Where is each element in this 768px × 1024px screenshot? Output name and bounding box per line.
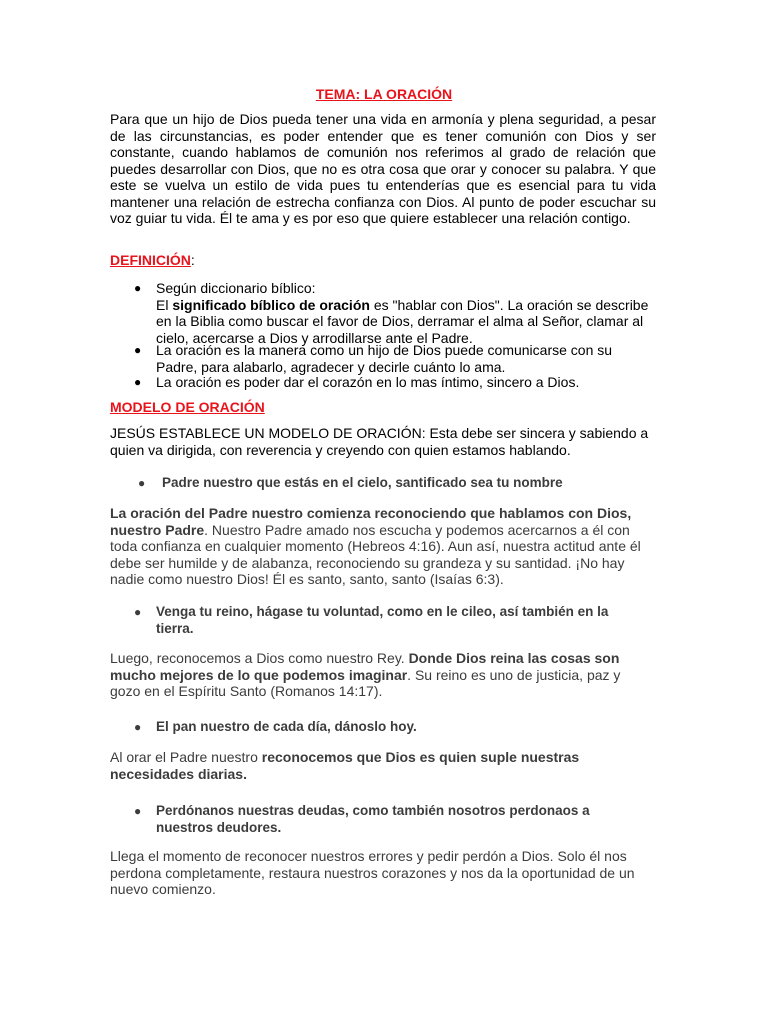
definition-bullet-3	[134, 374, 656, 391]
section-1-bold: La oración del Padre nuestro comienza reconociendo que hablamos con Dios, nuestro Padre	[110, 505, 632, 538]
definition-bullet-1	[134, 280, 656, 346]
definition-colon: :	[190, 252, 195, 268]
definition-heading-line	[110, 252, 656, 269]
page-title: TEMA: LA ORACIÓN	[315, 86, 453, 102]
definition-bullet-3-text: La oración es poder dar el corazón en lo mas íntimo, sincero a Dios.	[156, 374, 580, 390]
section-2-paragraph	[110, 650, 630, 700]
section-2-pre: Luego, reconocemos a Dios como nuestro Rey.	[110, 650, 409, 666]
bullet-dot-icon: ●	[134, 375, 142, 389]
definition-bullet-2	[134, 342, 636, 375]
model-intro-paragraph: JESÚS ESTABLECE UN MODELO DE ORACIÓN: Esta debe ser sincera y sabiendo a quien va dirigida, con reverencia y creyendo con quien estamos hablando.	[110, 425, 649, 458]
section-3-bullet-text: El pan nuestro de cada día, dánoslo hoy.	[156, 719, 417, 734]
bullet-dot-icon: ●	[134, 343, 142, 357]
model-heading-line	[110, 399, 656, 416]
definition-bullet-1-body: El significado bíblico de oración es "hablar con Dios". La oración se describe en la Biblia como buscar el favor de Dios, derramar el alma al Señor, clamar al cielo, acercarse a Dios y arrodillarse ante el Padre.	[156, 296, 649, 346]
section-4-bullet-text: Perdónanos nuestras deudas, como también nosotros perdonaos a nuestros deudores.	[156, 803, 590, 835]
section-2-bold: Donde Dios reina las cosas son mucho mejores de lo que podemos imaginar	[110, 650, 620, 683]
bullet-dot-icon: ●	[134, 720, 142, 734]
section-2-bullet	[134, 604, 646, 637]
definition-heading: DEFINICIÓN	[110, 252, 191, 268]
section-1-paragraph	[110, 505, 656, 588]
section-2-bullet-text: Venga tu reino, hágase tu voluntad, como en le cileo, así también en la tierra.	[156, 604, 609, 636]
section-2-rest: . Su reino es uno de justicia, paz y gozo en el Espíritu Santo (Romanos 14:17).	[110, 666, 621, 699]
bullet-dot-icon: ●	[134, 804, 142, 818]
section-4-bullet	[134, 803, 626, 836]
bullet-dot-icon: ●	[138, 476, 146, 490]
bullet-dot-icon: ●	[134, 281, 142, 295]
definition-bullet-1-line1: Según diccionario bíblico:	[156, 280, 316, 296]
model-heading: MODELO DE ORACIÓN	[110, 399, 265, 415]
intro-paragraph: Para que un hijo de Dios pueda tener una vida en armonía y plena seguridad, a pesar de las circunstancias, es poder entender que es tener comunión con Dios y ser constante, cuando hablamos de comunión nos referimos al grado de relación que puedes desarrollar con Dios, que no es otra cosa que orar y conocer su palabra. Y que este se vuelva un estilo de vida pues tu entenderías que es esencial para tu vida mantener una relación de estrecha confianza con Dios. Al punto de poder escuchar su voz guiar tu vida. Él te ama y es por eso que quiere establecer una relación contigo.	[110, 111, 656, 226]
bullet-dot-icon: ●	[134, 605, 142, 619]
section-3-paragraph	[110, 749, 610, 782]
section-3-pre: Al orar el Padre nuestro	[110, 749, 262, 765]
section-4-paragraph: Llega el momento de reconocer nuestros errores y pedir perdón a Dios. Solo él nos perdona completamente, restaura nuestros corazones y nos da la oportunidad de un nuevo comienzo.	[110, 848, 635, 897]
section-3-bullet	[134, 719, 646, 736]
section-1-bullet	[138, 475, 656, 492]
section-1-rest: . Nuestro Padre amado nos escucha y podemos acercarnos a él con toda confianza en cualquier momento (Hebreos 4:16). Aun así, nuestra actitud ante él debe ser humilde y de alabanza, reconociendo su grandeza y su santidad. ¡No hay nadie como nuestro Dios! Él es santo, santo, santo (Isaías 6:3).	[110, 521, 641, 587]
definition-bullet-2-text: La oración es la manera como un hijo de Dios puede comunicarse con su Padre, para alabarlo, agradecer y decirle cuánto lo ama.	[156, 342, 613, 375]
section-1-bullet-text: Padre nuestro que estás en el cielo, santificado sea tu nombre	[162, 475, 563, 490]
section-3-bold: reconocemos que Dios es quien suple nuestras necesidades diarias.	[110, 749, 580, 782]
